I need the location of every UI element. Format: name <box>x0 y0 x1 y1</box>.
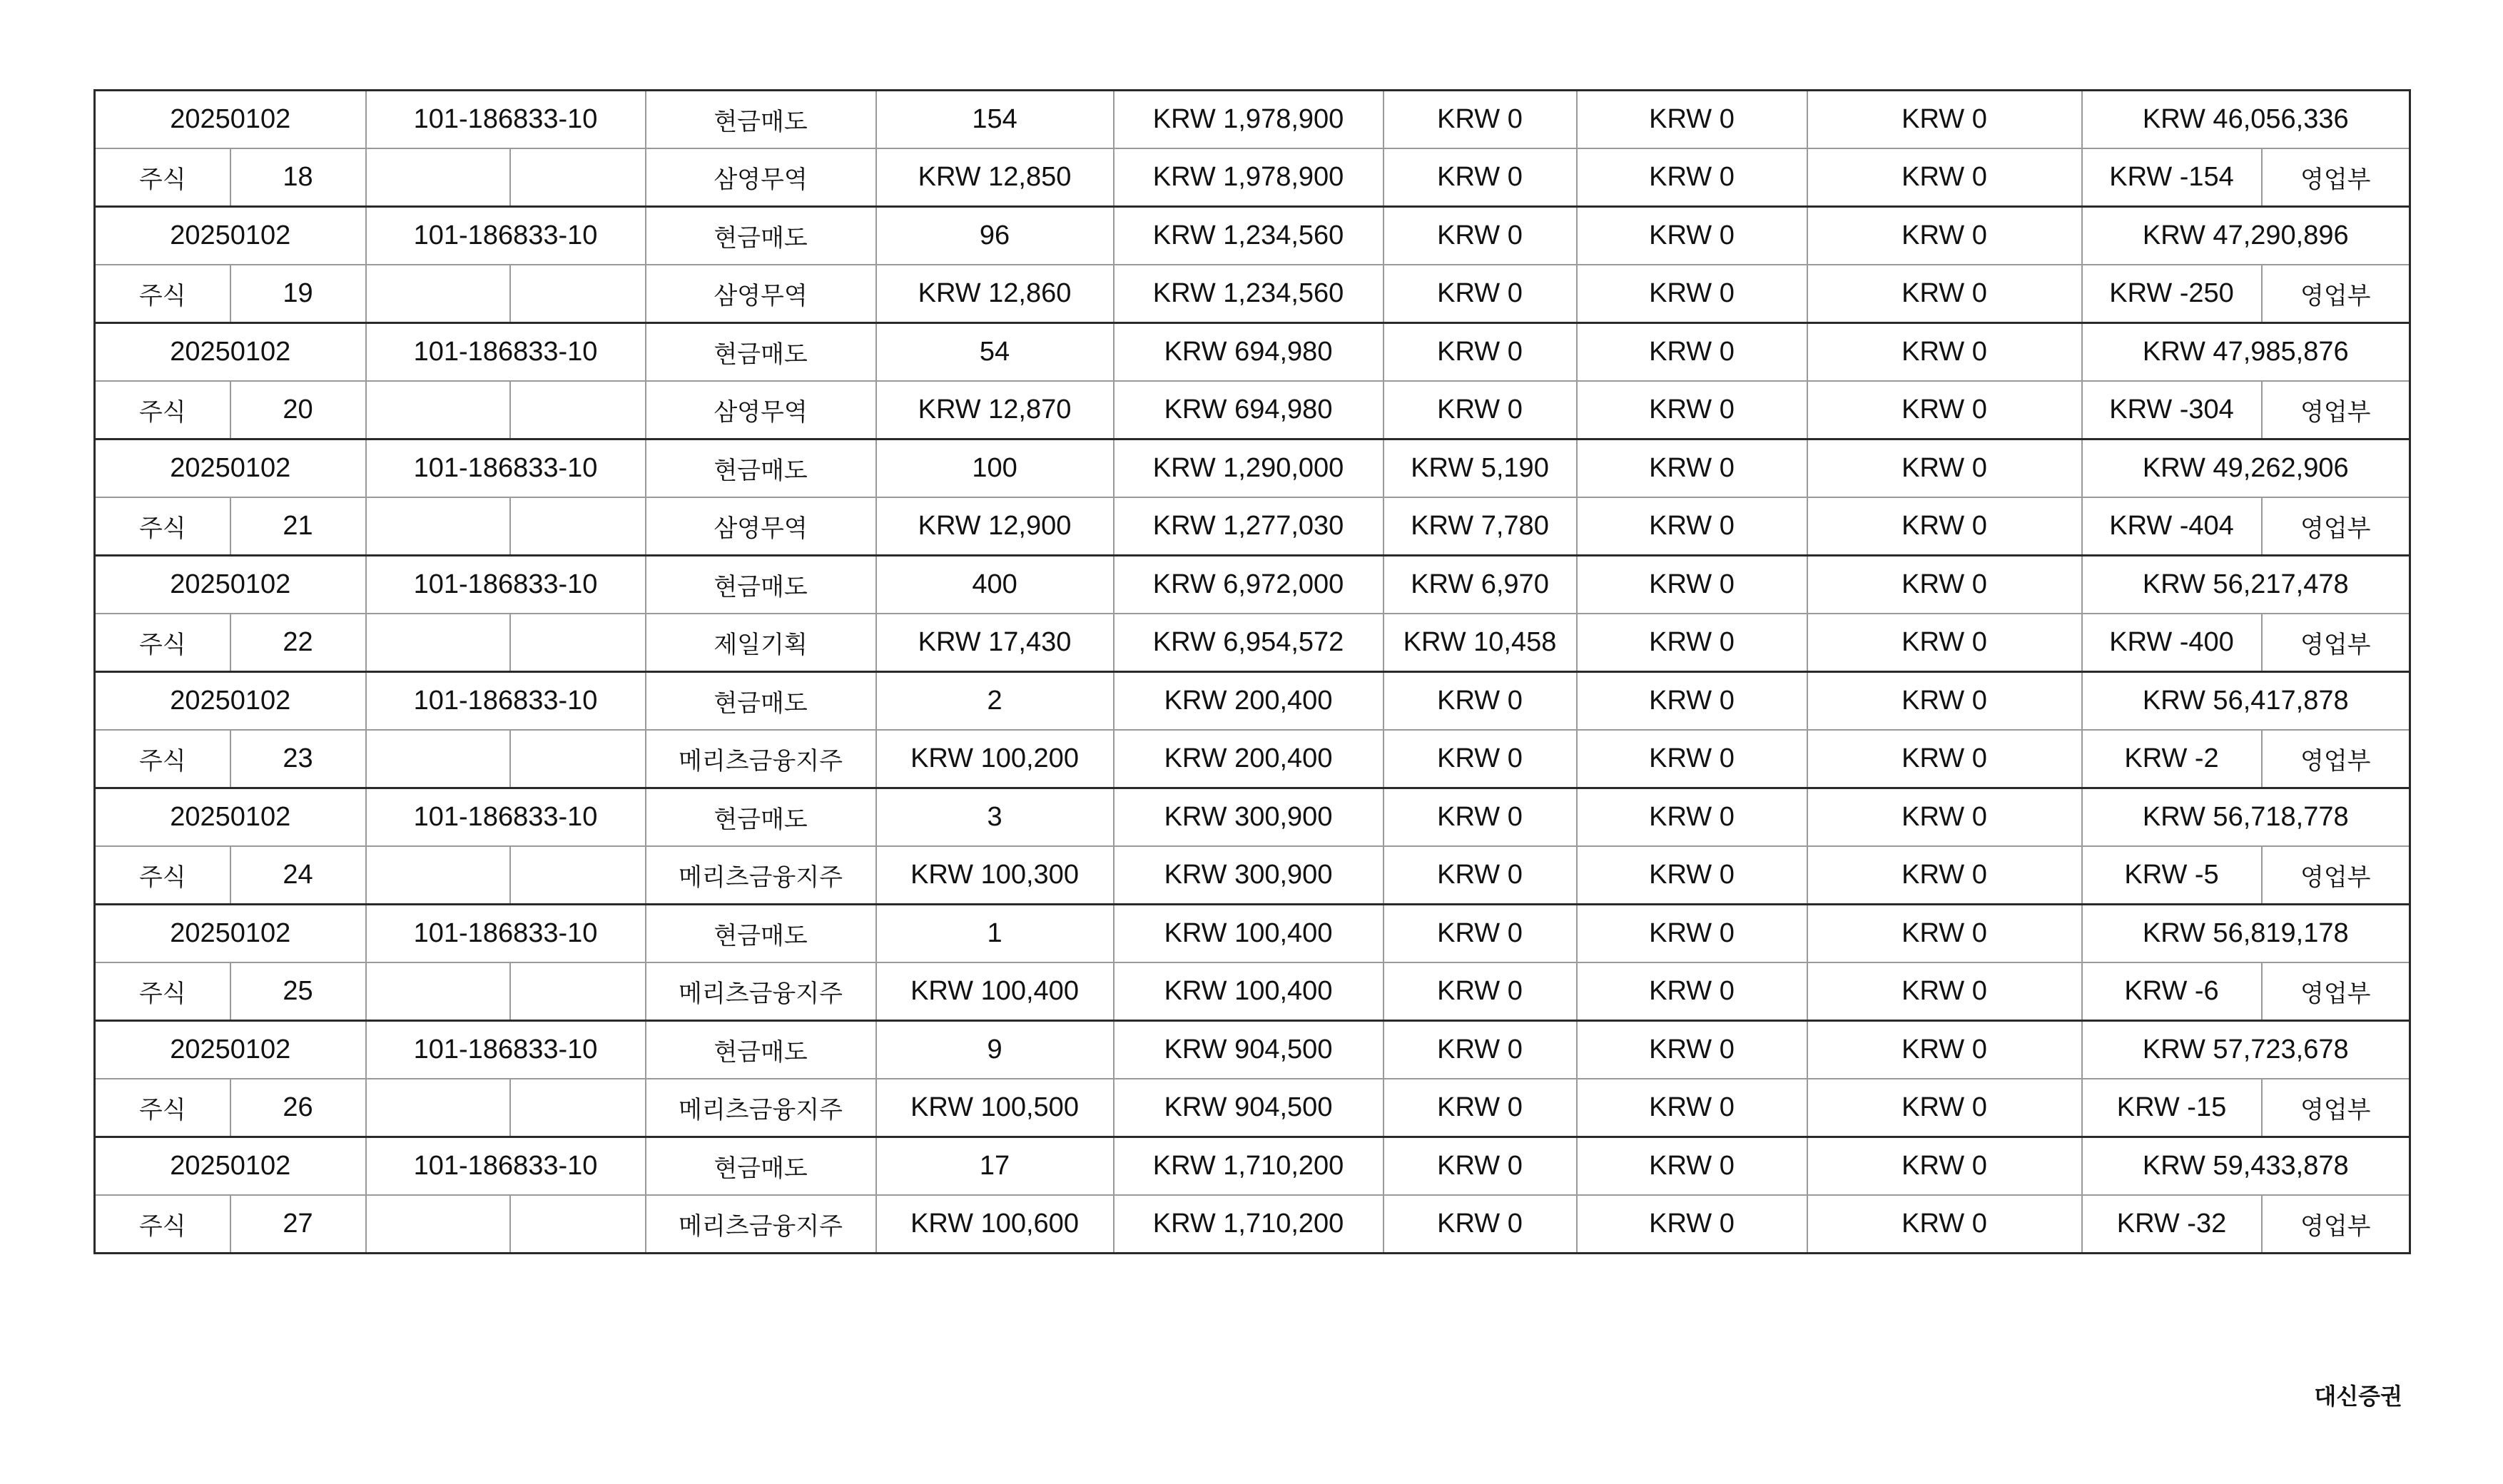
stock-name-cell: 메리츠금융지주 <box>646 846 876 905</box>
settlement-amount-cell: KRW 300,900 <box>1114 846 1383 905</box>
sequence-number-cell: 21 <box>230 497 366 556</box>
difference-cell: KRW -404 <box>2082 497 2262 556</box>
table-row <box>95 614 2410 672</box>
trade-date-cell: 20250102 <box>95 439 366 497</box>
tax-cell: KRW 0 <box>1577 439 1807 497</box>
stock-name-cell: 삼영무역 <box>646 381 876 439</box>
trade-type-cell: 현금매도 <box>646 905 876 962</box>
trade-date-cell: 20250102 <box>95 91 366 148</box>
tax-cell: KRW 0 <box>1807 905 2082 962</box>
tax-cell: KRW 0 <box>1577 846 1807 905</box>
tax-cell: KRW 0 <box>1577 672 1807 730</box>
stock-name-cell: 메리츠금융지주 <box>646 962 876 1021</box>
fee-cell: KRW 0 <box>1383 381 1577 439</box>
fee-cell: KRW 0 <box>1383 265 1577 323</box>
settlement-amount-cell: KRW 694,980 <box>1114 381 1383 439</box>
trade-type-cell: 현금매도 <box>646 323 876 381</box>
settlement-amount-cell: KRW 904,500 <box>1114 1079 1383 1137</box>
tax-cell: KRW 0 <box>1807 672 2082 730</box>
settlement-amount-cell: KRW 1,978,900 <box>1114 148 1383 207</box>
stock-name-cell: 삼영무역 <box>646 265 876 323</box>
tax-cell: KRW 0 <box>1807 1137 2082 1195</box>
department-cell: 영업부 <box>2262 614 2410 672</box>
fee-cell: KRW 0 <box>1383 730 1577 788</box>
table-row <box>95 1079 2410 1137</box>
balance-cell: KRW 46,056,336 <box>2082 91 2410 148</box>
trade-amount-cell: KRW 100,400 <box>1114 905 1383 962</box>
difference-cell: KRW -304 <box>2082 381 2262 439</box>
tax-cell: KRW 0 <box>1577 614 1807 672</box>
account-number-cell: 101-186833-10 <box>366 1137 646 1195</box>
trade-amount-cell: KRW 904,500 <box>1114 1021 1383 1079</box>
department-cell: 영업부 <box>2262 1079 2410 1137</box>
tax-cell: KRW 0 <box>1807 556 2082 614</box>
table-row <box>95 1195 2410 1254</box>
difference-cell: KRW -32 <box>2082 1195 2262 1254</box>
tax-cell: KRW 0 <box>1807 207 2082 265</box>
trade-amount-cell: KRW 6,972,000 <box>1114 556 1383 614</box>
difference-cell: KRW -400 <box>2082 614 2262 672</box>
trade-date-cell: 20250102 <box>95 207 366 265</box>
quantity-cell: 1 <box>876 905 1114 962</box>
trade-amount-cell: KRW 1,710,200 <box>1114 1137 1383 1195</box>
trade-date-cell: 20250102 <box>95 672 366 730</box>
fee-cell: KRW 0 <box>1383 207 1577 265</box>
department-cell: 영업부 <box>2262 1195 2410 1254</box>
balance-cell: KRW 59,433,878 <box>2082 1137 2410 1195</box>
balance-cell: KRW 49,262,906 <box>2082 439 2410 497</box>
empty-cell <box>510 962 646 1021</box>
trade-date-cell: 20250102 <box>95 905 366 962</box>
tax-cell: KRW 0 <box>1577 730 1807 788</box>
empty-cell <box>366 381 510 439</box>
trade-date-cell: 20250102 <box>95 323 366 381</box>
tax-cell: KRW 0 <box>1577 962 1807 1021</box>
settlement-amount-cell: KRW 200,400 <box>1114 730 1383 788</box>
fee-cell: KRW 0 <box>1383 672 1577 730</box>
empty-cell <box>510 148 646 207</box>
tax-cell: KRW 0 <box>1807 381 2082 439</box>
fee-cell: KRW 0 <box>1383 788 1577 846</box>
quantity-cell: 54 <box>876 323 1114 381</box>
table-row <box>95 91 2410 148</box>
empty-cell <box>366 730 510 788</box>
account-number-cell: 101-186833-10 <box>366 905 646 962</box>
fee-cell: KRW 0 <box>1383 846 1577 905</box>
difference-cell: KRW -5 <box>2082 846 2262 905</box>
asset-category-cell: 주식 <box>95 730 230 788</box>
unit-price-cell: KRW 100,200 <box>876 730 1114 788</box>
sequence-number-cell: 25 <box>230 962 366 1021</box>
trade-type-cell: 현금매도 <box>646 91 876 148</box>
account-number-cell: 101-186833-10 <box>366 91 646 148</box>
tax-cell: KRW 0 <box>1577 1021 1807 1079</box>
balance-cell: KRW 47,985,876 <box>2082 323 2410 381</box>
fee-cell: KRW 0 <box>1383 91 1577 148</box>
balance-cell: KRW 57,723,678 <box>2082 1021 2410 1079</box>
difference-cell: KRW -2 <box>2082 730 2262 788</box>
balance-cell: KRW 56,217,478 <box>2082 556 2410 614</box>
difference-cell: KRW -154 <box>2082 148 2262 207</box>
empty-cell <box>510 846 646 905</box>
table-row <box>95 556 2410 614</box>
tax-cell: KRW 0 <box>1807 846 2082 905</box>
fee-cell: KRW 0 <box>1383 148 1577 207</box>
difference-cell: KRW -6 <box>2082 962 2262 1021</box>
table-row <box>95 497 2410 556</box>
unit-price-cell: KRW 12,860 <box>876 265 1114 323</box>
quantity-cell: 96 <box>876 207 1114 265</box>
difference-cell: KRW -250 <box>2082 265 2262 323</box>
empty-cell <box>366 497 510 556</box>
empty-cell <box>366 962 510 1021</box>
settlement-amount-cell: KRW 1,277,030 <box>1114 497 1383 556</box>
table-row <box>95 265 2410 323</box>
empty-cell <box>366 148 510 207</box>
trade-type-cell: 현금매도 <box>646 788 876 846</box>
department-cell: 영업부 <box>2262 148 2410 207</box>
table-row <box>95 905 2410 962</box>
quantity-cell: 3 <box>876 788 1114 846</box>
fee-cell: KRW 0 <box>1383 962 1577 1021</box>
table-row <box>95 323 2410 381</box>
sequence-number-cell: 23 <box>230 730 366 788</box>
trade-type-cell: 현금매도 <box>646 1021 876 1079</box>
tax-cell: KRW 0 <box>1577 1137 1807 1195</box>
sequence-number-cell: 26 <box>230 1079 366 1137</box>
tax-cell: KRW 0 <box>1807 614 2082 672</box>
table-row <box>95 846 2410 905</box>
settlement-amount-cell: KRW 6,954,572 <box>1114 614 1383 672</box>
sequence-number-cell: 22 <box>230 614 366 672</box>
asset-category-cell: 주식 <box>95 265 230 323</box>
empty-cell <box>510 614 646 672</box>
balance-cell: KRW 47,290,896 <box>2082 207 2410 265</box>
unit-price-cell: KRW 100,500 <box>876 1079 1114 1137</box>
stock-name-cell: 삼영무역 <box>646 148 876 207</box>
sequence-number-cell: 20 <box>230 381 366 439</box>
transaction-ledger-table <box>93 89 2411 1254</box>
tax-cell: KRW 0 <box>1577 788 1807 846</box>
tax-cell: KRW 0 <box>1577 381 1807 439</box>
tax-cell: KRW 0 <box>1577 148 1807 207</box>
empty-cell <box>510 730 646 788</box>
quantity-cell: 400 <box>876 556 1114 614</box>
settlement-amount-cell: KRW 100,400 <box>1114 962 1383 1021</box>
empty-cell <box>510 1079 646 1137</box>
account-number-cell: 101-186833-10 <box>366 439 646 497</box>
fee-cell: KRW 0 <box>1383 1079 1577 1137</box>
asset-category-cell: 주식 <box>95 614 230 672</box>
account-number-cell: 101-186833-10 <box>366 207 646 265</box>
trade-type-cell: 현금매도 <box>646 439 876 497</box>
empty-cell <box>366 1079 510 1137</box>
empty-cell <box>366 614 510 672</box>
stock-name-cell: 제일기획 <box>646 614 876 672</box>
empty-cell <box>366 265 510 323</box>
empty-cell <box>510 1195 646 1254</box>
trade-date-cell: 20250102 <box>95 788 366 846</box>
trade-date-cell: 20250102 <box>95 556 366 614</box>
tax-cell: KRW 0 <box>1807 788 2082 846</box>
tax-cell: KRW 0 <box>1807 265 2082 323</box>
unit-price-cell: KRW 12,870 <box>876 381 1114 439</box>
stock-name-cell: 삼영무역 <box>646 497 876 556</box>
asset-category-cell: 주식 <box>95 497 230 556</box>
tax-cell: KRW 0 <box>1577 905 1807 962</box>
trade-type-cell: 현금매도 <box>646 556 876 614</box>
unit-price-cell: KRW 12,850 <box>876 148 1114 207</box>
fee-cell: KRW 7,780 <box>1383 497 1577 556</box>
tax-cell: KRW 0 <box>1577 265 1807 323</box>
department-cell: 영업부 <box>2262 381 2410 439</box>
asset-category-cell: 주식 <box>95 381 230 439</box>
table-row <box>95 439 2410 497</box>
trade-amount-cell: KRW 694,980 <box>1114 323 1383 381</box>
trade-date-cell: 20250102 <box>95 1021 366 1079</box>
settlement-amount-cell: KRW 1,234,560 <box>1114 265 1383 323</box>
balance-cell: KRW 56,819,178 <box>2082 905 2410 962</box>
trade-amount-cell: KRW 1,978,900 <box>1114 91 1383 148</box>
empty-cell <box>510 497 646 556</box>
trade-amount-cell: KRW 1,290,000 <box>1114 439 1383 497</box>
sequence-number-cell: 27 <box>230 1195 366 1254</box>
tax-cell: KRW 0 <box>1577 207 1807 265</box>
asset-category-cell: 주식 <box>95 1195 230 1254</box>
department-cell: 영업부 <box>2262 265 2410 323</box>
tax-cell: KRW 0 <box>1807 1079 2082 1137</box>
empty-cell <box>510 265 646 323</box>
account-number-cell: 101-186833-10 <box>366 788 646 846</box>
table-row <box>95 1021 2410 1079</box>
tax-cell: KRW 0 <box>1807 497 2082 556</box>
unit-price-cell: KRW 12,900 <box>876 497 1114 556</box>
unit-price-cell: KRW 100,400 <box>876 962 1114 1021</box>
tax-cell: KRW 0 <box>1807 323 2082 381</box>
trade-amount-cell: KRW 1,234,560 <box>1114 207 1383 265</box>
unit-price-cell: KRW 100,600 <box>876 1195 1114 1254</box>
tax-cell: KRW 0 <box>1577 497 1807 556</box>
footer-brand: 대신증권 <box>2314 1383 2402 1410</box>
account-number-cell: 101-186833-10 <box>366 556 646 614</box>
empty-cell <box>366 846 510 905</box>
asset-category-cell: 주식 <box>95 1079 230 1137</box>
tax-cell: KRW 0 <box>1577 556 1807 614</box>
department-cell: 영업부 <box>2262 497 2410 556</box>
tax-cell: KRW 0 <box>1807 91 2082 148</box>
fee-cell: KRW 10,458 <box>1383 614 1577 672</box>
difference-cell: KRW -15 <box>2082 1079 2262 1137</box>
trade-amount-cell: KRW 300,900 <box>1114 788 1383 846</box>
fee-cell: KRW 0 <box>1383 905 1577 962</box>
quantity-cell: 9 <box>876 1021 1114 1079</box>
fee-cell: KRW 0 <box>1383 323 1577 381</box>
table-row <box>95 1137 2410 1195</box>
table-row <box>95 730 2410 788</box>
tax-cell: KRW 0 <box>1807 1195 2082 1254</box>
table-row <box>95 788 2410 846</box>
asset-category-cell: 주식 <box>95 962 230 1021</box>
stock-name-cell: 메리츠금융지주 <box>646 1195 876 1254</box>
table-row <box>95 148 2410 207</box>
tax-cell: KRW 0 <box>1577 1079 1807 1137</box>
tax-cell: KRW 0 <box>1807 962 2082 1021</box>
trade-type-cell: 현금매도 <box>646 1137 876 1195</box>
quantity-cell: 154 <box>876 91 1114 148</box>
empty-cell <box>510 381 646 439</box>
empty-cell <box>366 1195 510 1254</box>
quantity-cell: 17 <box>876 1137 1114 1195</box>
tax-cell: KRW 0 <box>1807 148 2082 207</box>
department-cell: 영업부 <box>2262 730 2410 788</box>
table-row <box>95 672 2410 730</box>
fee-cell: KRW 0 <box>1383 1137 1577 1195</box>
trade-amount-cell: KRW 200,400 <box>1114 672 1383 730</box>
table-row <box>95 207 2410 265</box>
balance-cell: KRW 56,417,878 <box>2082 672 2410 730</box>
trade-type-cell: 현금매도 <box>646 207 876 265</box>
fee-cell: KRW 5,190 <box>1383 439 1577 497</box>
unit-price-cell: KRW 17,430 <box>876 614 1114 672</box>
quantity-cell: 100 <box>876 439 1114 497</box>
balance-cell: KRW 56,718,778 <box>2082 788 2410 846</box>
stock-name-cell: 메리츠금융지주 <box>646 730 876 788</box>
tax-cell: KRW 0 <box>1577 91 1807 148</box>
asset-category-cell: 주식 <box>95 846 230 905</box>
table-row <box>95 962 2410 1021</box>
trade-date-cell: 20250102 <box>95 1137 366 1195</box>
settlement-amount-cell: KRW 1,710,200 <box>1114 1195 1383 1254</box>
tax-cell: KRW 0 <box>1807 730 2082 788</box>
fee-cell: KRW 6,970 <box>1383 556 1577 614</box>
tax-cell: KRW 0 <box>1807 1021 2082 1079</box>
tax-cell: KRW 0 <box>1577 1195 1807 1254</box>
sequence-number-cell: 18 <box>230 148 366 207</box>
sequence-number-cell: 24 <box>230 846 366 905</box>
unit-price-cell: KRW 100,300 <box>876 846 1114 905</box>
quantity-cell: 2 <box>876 672 1114 730</box>
trade-type-cell: 현금매도 <box>646 672 876 730</box>
table-row <box>95 381 2410 439</box>
department-cell: 영업부 <box>2262 962 2410 1021</box>
tax-cell: KRW 0 <box>1807 439 2082 497</box>
asset-category-cell: 주식 <box>95 148 230 207</box>
account-number-cell: 101-186833-10 <box>366 1021 646 1079</box>
sequence-number-cell: 19 <box>230 265 366 323</box>
account-number-cell: 101-186833-10 <box>366 323 646 381</box>
fee-cell: KRW 0 <box>1383 1195 1577 1254</box>
tax-cell: KRW 0 <box>1577 323 1807 381</box>
account-number-cell: 101-186833-10 <box>366 672 646 730</box>
stock-name-cell: 메리츠금융지주 <box>646 1079 876 1137</box>
department-cell: 영업부 <box>2262 846 2410 905</box>
fee-cell: KRW 0 <box>1383 1021 1577 1079</box>
